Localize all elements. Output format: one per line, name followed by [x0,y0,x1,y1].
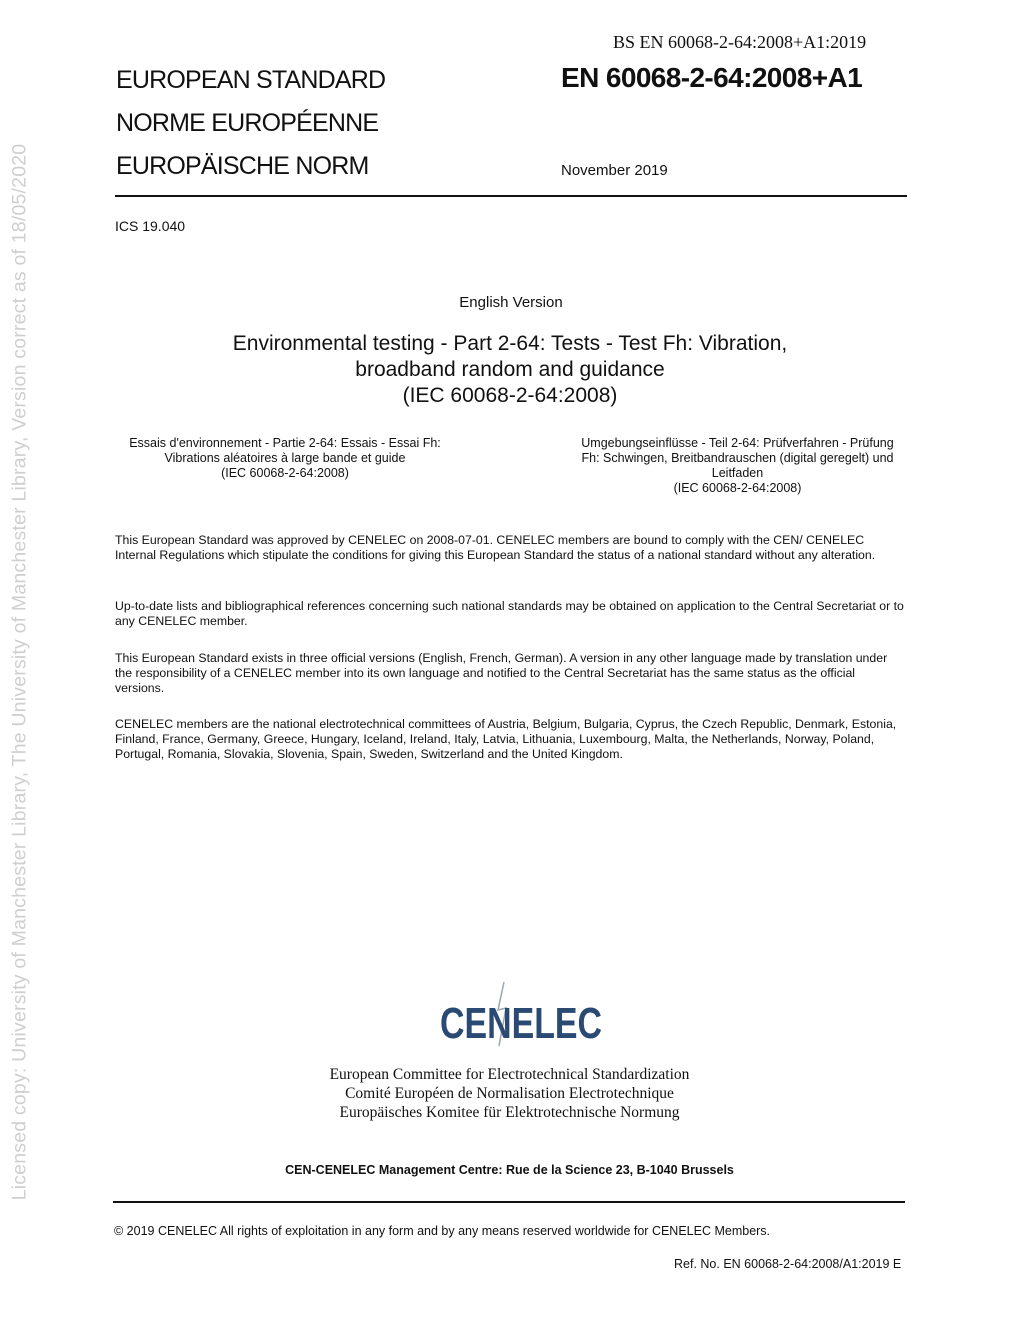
copyright-notice: © 2019 CENELEC All rights of exploitation in any form and by any means reserved worldwide for CENELEC Members. [114,1224,771,1238]
french-title-line: Essais d'environnement - Partie 2-64: Essais - Essai Fh: [129,436,441,450]
reference-number: Ref. No. EN 60068-2-64:2008/A1:2019 E [674,1257,902,1271]
references-paragraph: Up-to-date lists and bibliographical references concerning such national standards may be obtained on application to the Central Secretariat or to any CENELEC member. [115,599,904,628]
title-line: Environmental testing - Part 2-64: Tests - Test Fh: Vibration, [232,332,788,355]
french-title-line: Vibrations aléatoires à large bande et guide [164,451,406,465]
management-centre-address: CEN-CENELEC Management Centre: Rue de la Science 23, B-1040 Brussels [285,1163,734,1177]
footer-divider [113,1201,905,1203]
german-title-line: Fh: Schwingen, Breitbandrauschen (digital geregelt) und [581,451,894,465]
org-name-fr: Comité Européen de Normalisation Electrotechnique [345,1085,674,1102]
german-title-line: Umgebungseinflüsse - Teil 2-64: Prüfverfahren - Prüfung [581,436,894,450]
german-title [565,436,910,496]
members-paragraph: CENELEC members are the national electrotechnical committees of Austria, Belgium, Bulgaria, Cyprus, the Czech Republic, Denmark, Estonia, Finland, France, Germany, Greece, Hungary, Iceland, Ireland, Italy, Latvia, Lithuania, Luxembourg, Malta, the Netherlands, Norway, Poland, Portugal, Romania, Slovakia, Slovenia, Spain, Sweden, Switzerland and the United Kingdom. [115,717,897,761]
approval-paragraph: This European Standard was approved by CENELEC on 2008-07-01. CENELEC members are bound to comply with the CEN/ CENELEC Internal Regulations which stipulate the conditions for giving this European Standard the status of a national standard without any alteration. [115,533,876,562]
title-line: broadband random and guidance [355,358,665,381]
french-title [115,436,455,481]
standard-title-de: EUROPÄISCHE NORM [116,152,369,180]
document-title [160,331,860,409]
bs-reference: BS EN 60068-2-64:2008+A1:2019 [613,32,867,52]
french-title-line: (IEC 60068-2-64:2008) [221,466,349,480]
org-name-en: European Committee for Electrotechnical Standardization [329,1066,690,1083]
standard-title-fr: NORME EUROPÉENNE [116,109,379,137]
german-title-line: (IEC 60068-2-64:2008) [673,481,802,495]
license-watermark: Licensed copy: University of Manchester Library, The University of Manchester Library, Version correct as of 18/05/2020 [8,143,31,1201]
title-line: (IEC 60068-2-64:2008) [402,384,618,407]
org-name-de: Europäisches Komitee für Elektrotechnische Normung [339,1104,680,1121]
cenelec-logo [436,980,606,1050]
header-divider [115,195,907,197]
german-title-line: Leitfaden [711,466,764,480]
en-number: EN 60068-2-64:2008+A1 [561,62,863,93]
publication-date: November 2019 [561,162,668,179]
ics-code: ICS 19.040 [115,218,186,234]
language-version: English Version [459,294,563,311]
official-versions-paragraph: This European Standard exists in three official versions (English, French, German). A version in any other language made by translation under the responsibility of a CENELEC member into its own language and notified to the Central Secretariat has the same status as the official versions. [115,651,888,695]
standard-title-en: EUROPEAN STANDARD [116,66,386,94]
logo-text: CENELEC [440,999,602,1048]
